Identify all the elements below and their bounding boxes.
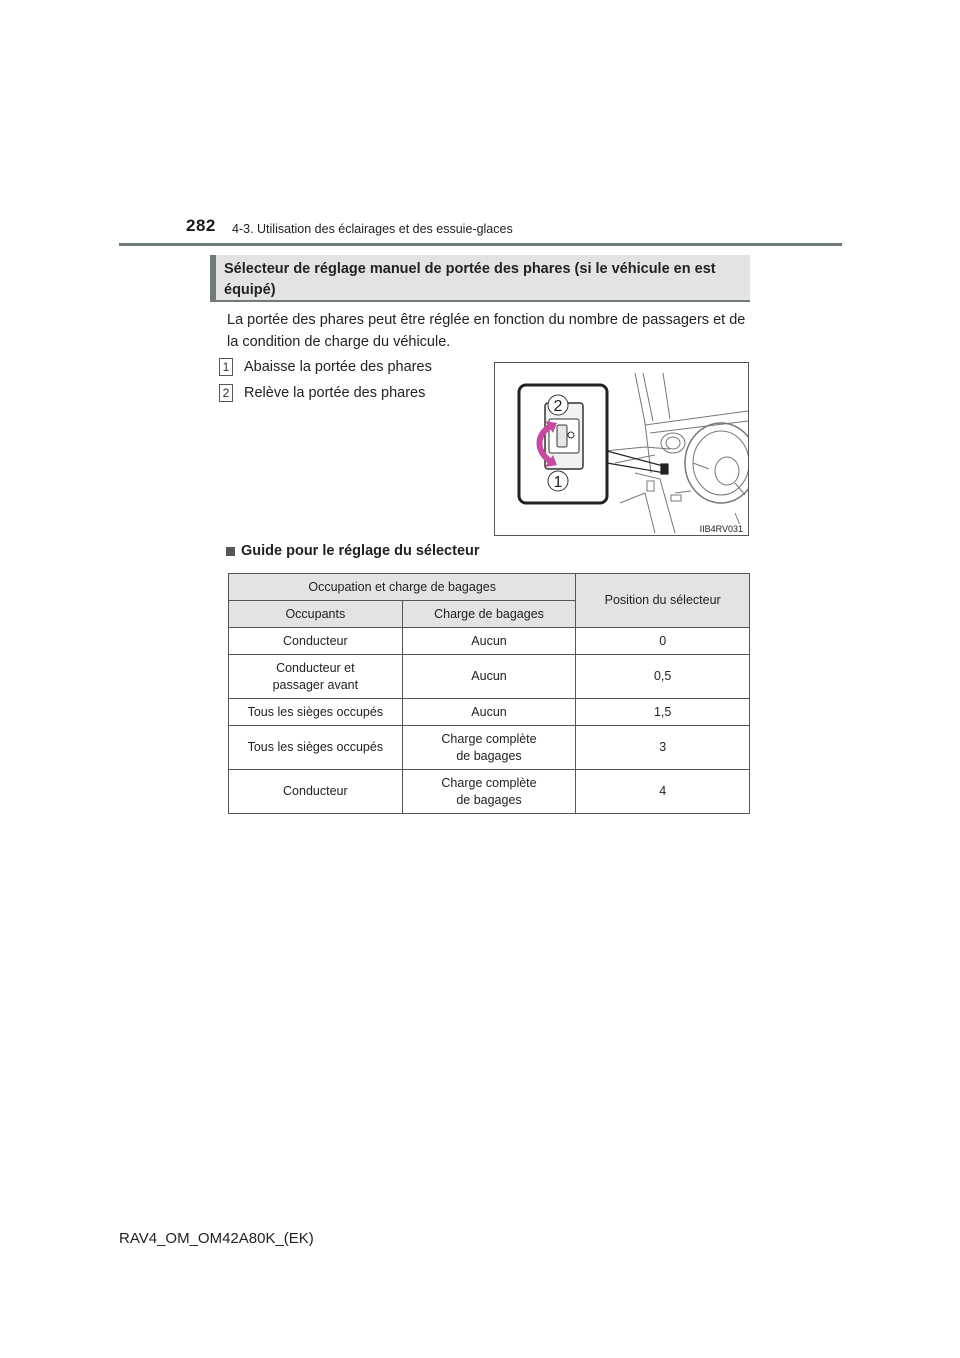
table-row — [229, 699, 750, 726]
cell-occupants: Tous les sièges occupés — [229, 699, 403, 726]
cell-line: passager avant — [272, 677, 359, 692]
cell-line: Charge complète — [441, 775, 537, 790]
cell-line: Conducteur et — [276, 660, 355, 675]
cell-position: 1,5 — [576, 699, 750, 726]
table-row — [229, 628, 750, 655]
table-row — [229, 655, 750, 699]
cell-line: de bagages — [456, 792, 522, 807]
table-row — [229, 726, 750, 770]
cell-charge: Aucun — [402, 655, 576, 699]
cell-charge — [402, 770, 576, 814]
cell-line: Charge complète — [441, 731, 537, 746]
section-title: 4-3. Utilisation des éclairages et des essuie-glaces — [232, 222, 513, 236]
legend-label: Abaisse la portée des phares — [244, 359, 432, 375]
cell-charge — [402, 726, 576, 770]
header-occupants: Occupants — [229, 601, 403, 628]
cell-occupants — [229, 655, 403, 699]
cell-position: 4 — [576, 770, 750, 814]
subheading-text: Guide pour le réglage du sélecteur — [241, 543, 480, 559]
header-group: Occupation et charge de bagages — [229, 574, 576, 601]
cell-position: 3 — [576, 726, 750, 770]
callout-number-1: 1 — [553, 474, 563, 491]
cell-position: 0 — [576, 628, 750, 655]
cell-occupants: Tous les sièges occupés — [229, 726, 403, 770]
square-bullet-icon — [226, 547, 235, 556]
header-position: Position du sélecteur — [576, 574, 750, 628]
cell-position: 0,5 — [576, 655, 750, 699]
header-rule — [119, 243, 842, 246]
cell-occupants: Conducteur — [229, 770, 403, 814]
cell-charge: Aucun — [402, 628, 576, 655]
cell-occupants: Conducteur — [229, 628, 403, 655]
number-badge: 2 — [219, 384, 233, 402]
box-title: Sélecteur de réglage manuel de portée des phares (si le véhicule en est équipé) — [210, 255, 750, 302]
footer-document-code: RAV4_OM_OM42A80K_(EK) — [119, 1230, 314, 1247]
headlight-leveling-illustration — [494, 362, 749, 536]
cell-charge: Aucun — [402, 699, 576, 726]
dashboard-drawing — [495, 363, 748, 535]
adjustment-guide-table — [228, 573, 750, 814]
header-charge: Charge de bagages — [402, 601, 576, 628]
table-row — [229, 770, 750, 814]
page-number: 282 — [186, 216, 216, 235]
intro-paragraph: La portée des phares peut être réglée en fonction du nombre de passagers et de la condition de charge du véhicule. — [227, 312, 746, 350]
legend-item-2 — [219, 384, 425, 402]
figure-code: IIB4RV031 — [699, 524, 743, 534]
cell-line: de bagages — [456, 748, 522, 763]
legend-label: Relève la portée des phares — [244, 385, 426, 401]
subheading — [226, 543, 480, 559]
legend-item-1 — [219, 358, 432, 376]
number-badge: 1 — [219, 358, 233, 376]
callout-number-2: 2 — [553, 398, 563, 415]
